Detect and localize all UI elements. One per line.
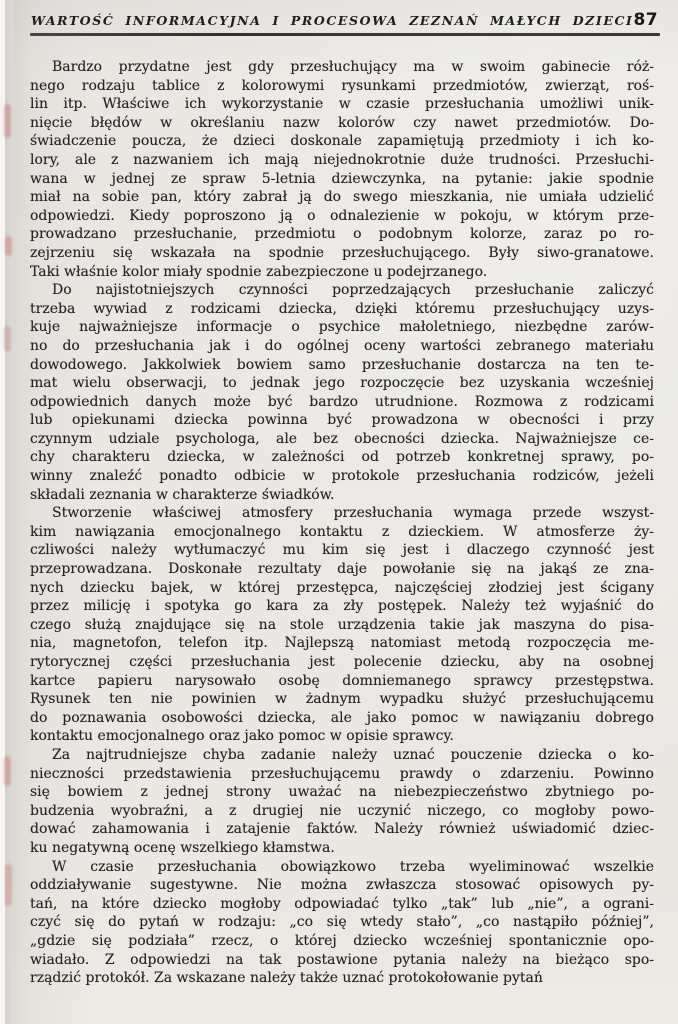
scan-stain — [4, 104, 11, 138]
text-line: świadczenie poucza, że dzieci doskonale zapamiętują przedmioty i ich ko- — [30, 133, 654, 150]
page-header — [31, 10, 658, 30]
scan-stain — [4, 756, 11, 786]
text-line: chy charakteru dziecka, w zależności od potrzeb konkretnej sprawy, po- — [30, 449, 654, 466]
text-line: nia, magnetofon, telefon itp. Najlepszą natomiast metodą rozpoczęcia me- — [30, 635, 654, 652]
header-rule-divider — [30, 33, 660, 36]
text-line: nych dziecku bajek, w której przestępca, najczęściej złodziej jest ścigany — [30, 579, 654, 596]
text-line: nego rodzaju tablice z kolorowymi rysunkami przedmiotów, zwierząt, roś- — [30, 77, 654, 94]
paragraph — [30, 281, 654, 504]
text-line: czliwości należy wytłumaczyć mu kim się jest i dlaczego czynność jest — [30, 542, 654, 559]
page-number: 87 — [633, 10, 659, 30]
text-line: miał na sobie pan, który zabrał ją do swego mieszkania, nie umiała udzielić — [30, 189, 654, 206]
text-line: do poznawania osobowości dziecka, ale jako pomoc w nawiązaniu dobrego — [30, 709, 654, 726]
text-line: się bowiem z jednej strony uważać na niebezpieczeństwo zbytniego po- — [30, 784, 654, 801]
text-line: Taki właśnie kolor miały spodnie zabezpieczone u podejrzanego. — [30, 263, 488, 280]
text-line: rytorycznej części przesłuchania jest polecenie dziecku, aby na osobnej — [30, 654, 654, 670]
text-line: dować zahamowania i zatajenie faktów. Należy również uświadomić dziec- — [30, 821, 654, 838]
text-line: dowodowego. Jakkolwiek bowiem samo przesłuchanie dostarcza na ten te- — [30, 356, 654, 373]
text-line: mat wielu obserwacji, to jednak jego rozpoczęcie bez uzyskania wcześniej — [30, 375, 654, 392]
text-line: trzeba wywiad z rodzicami dziecka, dzięki któremu przesłuchujący uzys- — [30, 300, 654, 317]
text-line: wiadało. Z odpowiedzi na tak postawione pytania należy na bieżąco spo- — [30, 951, 654, 968]
scan-stain — [5, 236, 12, 256]
paragraph — [30, 858, 654, 988]
text-line: no do przesłuchania jak i do ogólnej oceny wartości zebranego materiału — [30, 337, 654, 354]
paragraph — [30, 504, 654, 746]
text-line: lin itp. Właściwe ich wykorzystanie w czasie przesłuchania umożliwi unik- — [30, 96, 654, 113]
text-line: winny znaleźć ponadto odbicie w protokole przesłuchania rodziców, jeżeli — [30, 468, 654, 485]
text-line: zejrzeniu się wskazała na spodnie przesłuchującego. Były siwo-granatowe. — [30, 244, 654, 261]
text-line: przeprowadzana. Doskonałe rezultaty daje powołanie się na jakąś ze zna- — [30, 561, 654, 578]
text-line: czego służą znajdujące się na stole urządzenia takie jak maszyna do pisa- — [30, 616, 654, 633]
text-line: lub opiekunami dziecka powinna być prowadzona w obecności i przy — [30, 412, 654, 429]
text-line: W czasie przesłuchania obowiązkowo trzeba wyeliminować wszelkie — [52, 858, 654, 875]
scan-stain — [4, 326, 11, 352]
text-line: ku negatywną ocenę wszelkiego kłamstwa. — [30, 839, 335, 856]
text-line: rządzić protokół. Za wskazane należy także uznać protokołowanie pytań — [30, 970, 543, 987]
text-line: kartce papieru narysowało osobę domniemanego sprawcy przestępstwa. — [30, 672, 654, 689]
scan-stain — [5, 864, 12, 906]
text-line: nięcie błędów w określaniu nazw kolorów czy nawet przedmiotów. Do- — [30, 114, 654, 131]
text-line: czyć się do pytań w rodzaju: „co się wtedy stało”, „co nastąpiło później”, — [30, 914, 654, 931]
text-line: oddziaływanie sugestywne. Nie można zwłaszcza stosować opisowych py- — [30, 877, 654, 894]
text-line: nieczności przedstawienia przesłuchującemu prawdy o zdarzeniu. Powinno — [30, 765, 654, 782]
text-line: prowadzano przesłuchanie, przedmiotu o podobnym kolorze, zaraz po ro- — [30, 226, 654, 243]
text-line: kim nawiązania emocjonalnego kontaktu z dzieckiem. W atmosferze ży- — [30, 523, 654, 540]
text-line: „gdzie się podziała” rzecz, o której dziecko wcześniej spontanicznie opo- — [30, 932, 654, 949]
paragraph — [30, 58, 654, 281]
running-header-title: WARTOŚĆ INFORMACYJNA I PROCESOWA ZEZNAŃ MAŁYCH DZIECI — [31, 13, 634, 28]
text-line: czynnym udziale psychologa, ale bez obecności dziecka. Najważniejsze ce- — [30, 430, 654, 447]
text-line: Za najtrudniejsze chyba zadanie należy uznać pouczenie dziecka o ko- — [52, 746, 654, 763]
text-line: kontaktu emocjonalnego oraz jako pomoc w opisie sprawcy. — [30, 728, 454, 745]
text-line: przez milicję i spotyka go kara za zły postępek. Należy też wyjaśnić do — [30, 598, 654, 615]
text-line: Bardzo przydatne jest gdy przesłuchujący ma w swoim gabinecie róż- — [52, 59, 654, 75]
text-line: Stworzenie właściwej atmosfery przesłuchania wymaga przede wszyst- — [52, 505, 654, 522]
text-line: wana w jednej ze spraw 5-letnia dziewczynka, na pytanie: jakie spodnie — [30, 170, 654, 187]
body-text — [30, 58, 654, 988]
text-line: budzenia wyobraźni, a z drugiej nie uczynić niczego, co mogłoby powo- — [30, 802, 654, 819]
text-line: tań, na które dziecko mogłoby odpowiadać tylko „tak” lub „nie”, a ograni- — [30, 895, 654, 912]
text-line: Rysunek ten nie powinien w żadnym wypadku służyć przesłuchującemu — [30, 691, 654, 708]
text-line: kuje najważniejsze informacje o psychice małoletniego, niezbędne zarów- — [30, 319, 654, 336]
paragraph — [30, 746, 654, 858]
text-line: składali zeznania w charakterze świadków. — [30, 486, 335, 503]
text-line: lory, ale z nazwaniem ich mają niejednokrotnie duże trudności. Przesłuchi- — [30, 151, 654, 168]
text-line: Do najistotniejszych czynności poprzedzających przesłuchanie zaliczyć — [52, 282, 654, 299]
text-line: odpowiedzi. Kiedy poproszono ją o odnalezienie w pokoju, w którym prze- — [30, 207, 654, 224]
text-line: odpowiednich danych może być bardzo utrudnione. Rozmowa z rodzicami — [30, 393, 654, 410]
